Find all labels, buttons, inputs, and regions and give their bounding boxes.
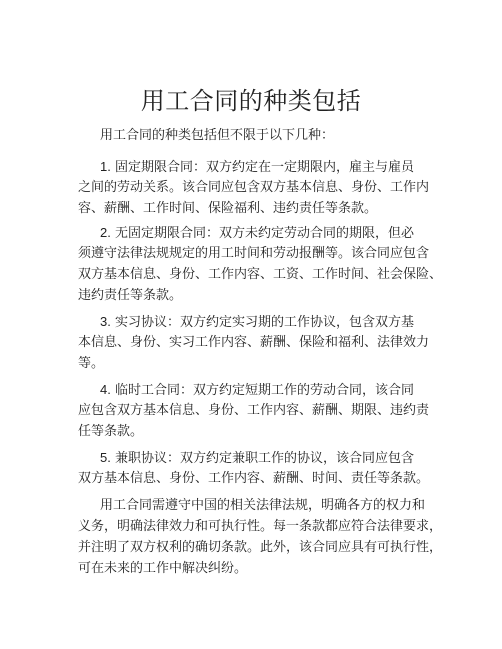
list-item-number: 3.	[100, 314, 111, 329]
list-item-4-first-line	[100, 380, 414, 401]
conclusion-line: 可在未来的工作中解决纠纷。	[78, 561, 248, 576]
conclusion-line: 义务，明确法律效力和可执行性。每一条款都应符合法律要求，	[78, 519, 443, 534]
list-item-3-line: 等。	[78, 356, 105, 371]
list-item-3-first-line	[100, 312, 414, 333]
document-title: 用工合同的种类包括	[140, 87, 362, 115]
list-item-number: 4.	[100, 382, 111, 397]
conclusion-line: 用工合同需遵守中国的相关法律法规，明确各方的权力和	[100, 498, 426, 513]
list-item-text: 实习协议：双方约定实习期的工作协议，包含双方基	[114, 315, 414, 330]
list-item-4-line: 应包含双方基本信息、身份、工作内容、薪酬、期限、违约责	[78, 403, 430, 418]
list-item-5-first-line	[100, 448, 414, 469]
list-item-3-line: 本信息、身份、实习工作内容、薪酬、保险和福利、法律效力	[78, 335, 430, 350]
list-item-2-line: 须遵守法律法规规定的用工时间和劳动报酬等。该合同应包含	[78, 246, 430, 261]
list-item-2-first-line	[100, 223, 414, 244]
list-item-1-line: 容、薪酬、工作时间、保险福利、违约责任等条款。	[78, 201, 378, 216]
intro-paragraph: 用工合同的种类包括但不限于以下几种：	[100, 128, 335, 143]
list-item-text: 临时工合同：双方约定短期工作的劳动合同，该合同	[114, 383, 414, 398]
list-item-text: 无固定期限合同：双方未约定劳动合同的期限，但必	[114, 226, 414, 241]
list-item-4-line: 任等条款。	[78, 424, 144, 439]
list-item-2-line: 双方基本信息、身份、工作内容、工资、工作时间、社会保险、	[78, 267, 443, 282]
list-item-number: 1.	[100, 159, 111, 174]
list-item-1-first-line	[100, 157, 414, 178]
conclusion-line: 并注明了双方权利的确切条款。此外，该合同应具有可执行性，	[78, 540, 443, 555]
list-item-1-line: 之间的劳动关系。该合同应包含双方基本信息、身份、工作内	[78, 180, 430, 195]
list-item-text: 固定期限合同：双方约定在一定期限内，雇主与雇员	[114, 160, 414, 175]
list-item-text: 兼职协议：双方约定兼职工作的协议，该合同应包含	[114, 451, 414, 466]
list-item-5-line: 双方基本信息、身份、工作内容、薪酬、时间、责任等条款。	[78, 471, 430, 486]
list-item-2-line: 违约责任等条款。	[78, 288, 183, 303]
list-item-number: 2.	[100, 225, 111, 240]
list-item-number: 5.	[100, 450, 111, 465]
